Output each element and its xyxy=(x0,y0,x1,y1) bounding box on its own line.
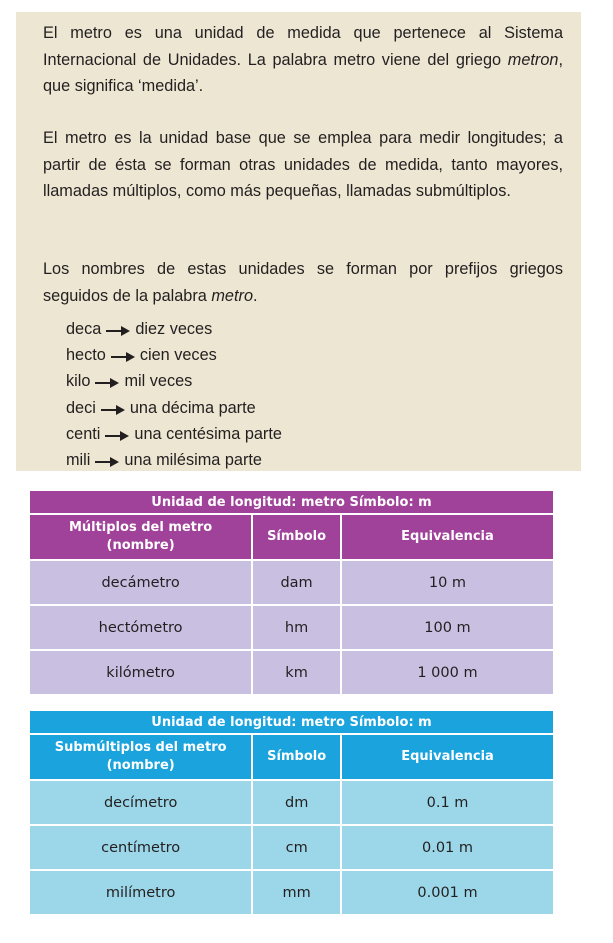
prefix-term: hecto xyxy=(66,346,106,365)
table-row xyxy=(30,651,553,694)
unit-equivalence-cell: 1 000 m xyxy=(342,651,553,694)
table-row xyxy=(30,561,553,604)
unit-equivalence-cell: 0.01 m xyxy=(342,826,553,869)
prefix-meaning: una centésima parte xyxy=(134,424,282,443)
unit-symbol-cell: cm xyxy=(253,826,340,869)
column-header-symbol: Símbolo xyxy=(253,515,340,559)
table-row xyxy=(30,871,553,914)
prefix-item xyxy=(66,316,282,342)
unit-name-cell: hectómetro xyxy=(30,606,251,649)
unit-equivalence-cell: 0.001 m xyxy=(342,871,553,914)
unit-name-cell: centímetro xyxy=(30,826,251,869)
prefix-term: deci xyxy=(66,398,96,417)
prefix-item xyxy=(66,368,282,394)
prefix-meaning: una milésima parte xyxy=(124,450,262,469)
unit-symbol-cell: dam xyxy=(253,561,340,604)
column-header-equivalence: Equivalencia xyxy=(342,735,553,779)
intro-paragraph-2: El metro es la unidad base que se emplea para medir longitudes; a partir de ésta se forman otras unidades de medida, tanto mayores, llamadas múltiplos, como más pequeñas, llamadas submúltiplos. xyxy=(43,129,563,200)
note-edge-right xyxy=(581,12,590,471)
unit-equivalence-cell: 10 m xyxy=(342,561,553,604)
prefix-meaning: cien veces xyxy=(139,346,217,365)
prefix-item xyxy=(66,421,282,447)
table-row xyxy=(30,606,553,649)
unit-name-cell: milímetro xyxy=(30,871,251,914)
table-title: Unidad de longitud: metro Símbolo: m xyxy=(30,491,553,513)
prefix-meaning: mil veces xyxy=(124,372,193,391)
right-arrow-icon xyxy=(111,352,135,362)
column-header-name: Múltiplos del metro (nombre) xyxy=(30,515,251,559)
table-row xyxy=(30,826,553,869)
unit-equivalence-cell: 100 m xyxy=(342,606,553,649)
unit-name-cell: kilómetro xyxy=(30,651,251,694)
prefix-meaning: diez veces xyxy=(135,320,213,338)
prefix-term: centi xyxy=(66,424,101,443)
right-arrow-icon xyxy=(95,378,119,388)
intro-paragraph-3: Los nombres de estas unidades se forman por prefijos griegos seguidos de la palabra metro. xyxy=(43,260,563,305)
prefix-term: mili xyxy=(66,450,91,469)
unit-equivalence-cell: 0.1 m xyxy=(342,781,553,824)
right-arrow-icon xyxy=(95,457,119,467)
column-header-name: Submúltiplos del metro (nombre) xyxy=(30,735,251,779)
table-title: Unidad de longitud: metro Símbolo: m xyxy=(30,711,553,733)
prefix-item xyxy=(66,342,282,368)
prefix-term: deca xyxy=(66,320,102,338)
prefix-item xyxy=(66,447,282,473)
prefix-item xyxy=(66,395,282,421)
column-header-symbol: Símbolo xyxy=(253,735,340,779)
submultiples-table xyxy=(28,711,555,914)
prefix-list xyxy=(66,316,282,473)
intro-paragraph-1: El metro es una unidad de medida que pertenece al Sistema Internacional de Unidades. La palabra metro viene del griego metron, que significa ‘medida’. xyxy=(43,24,563,95)
multiples-table xyxy=(28,491,555,694)
prefix-meaning: una décima parte xyxy=(129,398,256,417)
prefix-term: kilo xyxy=(66,372,91,391)
unit-symbol-cell: mm xyxy=(253,871,340,914)
table-row xyxy=(30,781,553,824)
column-header-equivalence: Equivalencia xyxy=(342,515,553,559)
unit-symbol-cell: km xyxy=(253,651,340,694)
right-arrow-icon xyxy=(106,326,130,336)
right-arrow-icon xyxy=(101,405,125,415)
right-arrow-icon xyxy=(105,431,129,441)
unit-symbol-cell: dm xyxy=(253,781,340,824)
unit-name-cell: decímetro xyxy=(30,781,251,824)
unit-name-cell: decámetro xyxy=(30,561,251,604)
unit-symbol-cell: hm xyxy=(253,606,340,649)
